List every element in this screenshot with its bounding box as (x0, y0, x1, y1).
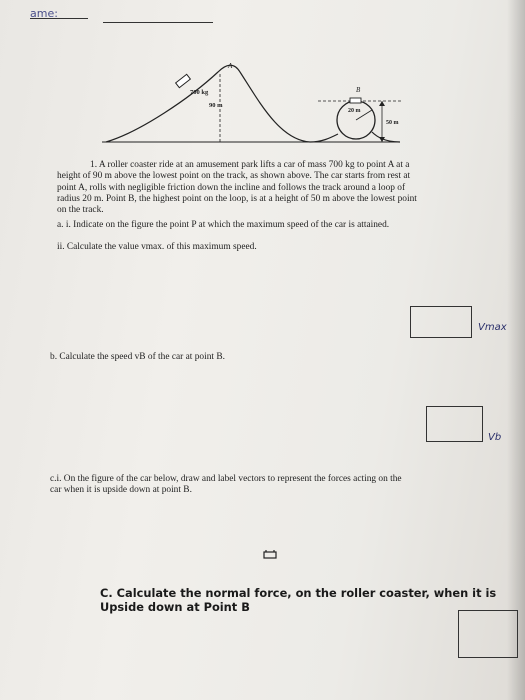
page-edge-shadow (507, 0, 525, 700)
answer-box-normal-force[interactable] (458, 610, 518, 658)
mass-label: 700 kg (190, 89, 209, 96)
question-line-5: on the track. (57, 205, 104, 216)
part-c-i-line-2: car when it is upside down at point B. (50, 485, 192, 496)
name-field (30, 4, 58, 22)
loop-height-arrow-head-top (379, 101, 385, 106)
point-b-label: B (356, 86, 361, 94)
question-line-4: radius 20 m. Point B, the highest point on the loop, is at a height of 50 m above the lowest point (57, 193, 417, 204)
part-a-i: a. i. Indicate on the figure the point P at which the maximum speed of the car is attained. (57, 220, 390, 230)
answer-box-vb[interactable] (426, 406, 483, 442)
question-line-1: A roller coaster ride at an amusement park lifts a car of mass 700 kg to point A at a (98, 160, 410, 170)
upside-down-car-icon (262, 549, 278, 561)
question-line-2: height of 90 m above the lowest point on the track, as shown above. The car starts from rest at (57, 171, 411, 182)
loop-height-label: 50 m (386, 120, 399, 126)
vmax-label: Vmax (478, 322, 507, 333)
part-c-line-1: C. Calculate the normal force, on the roller coaster, when it is (100, 586, 497, 600)
point-a-label: A (228, 62, 233, 70)
part-c-i (50, 474, 480, 497)
part-c-handwritten (100, 586, 500, 614)
height-label: 90 m (209, 102, 223, 109)
name-underline (30, 18, 88, 19)
question-line-3: point A, rolls with negligible friction down the incline and follows the track around a loop of (57, 182, 406, 193)
question-number: 1. (90, 160, 98, 170)
part-a-ii: ii. Calculate the value vmax. of this maximum speed. (57, 242, 257, 252)
part-c-line-2: Upside down at Point B (100, 600, 250, 614)
name-blank-line (103, 22, 213, 23)
vb-label: Vb (488, 432, 502, 443)
question-1 (57, 160, 477, 216)
car-at-a (176, 74, 191, 87)
part-c-i-line-1: c.i. On the figure of the car below, draw and label vectors to represent the forces acting on the (50, 474, 402, 484)
roller-coaster-diagram (100, 58, 420, 158)
track-exit (372, 132, 400, 142)
part-b: b. Calculate the speed vB of the car at point B. (50, 352, 225, 362)
answer-box-vmax[interactable] (410, 306, 472, 338)
radius-label: 20 m (348, 108, 361, 114)
car-at-b (350, 98, 361, 103)
name-label: ame: (30, 7, 58, 20)
